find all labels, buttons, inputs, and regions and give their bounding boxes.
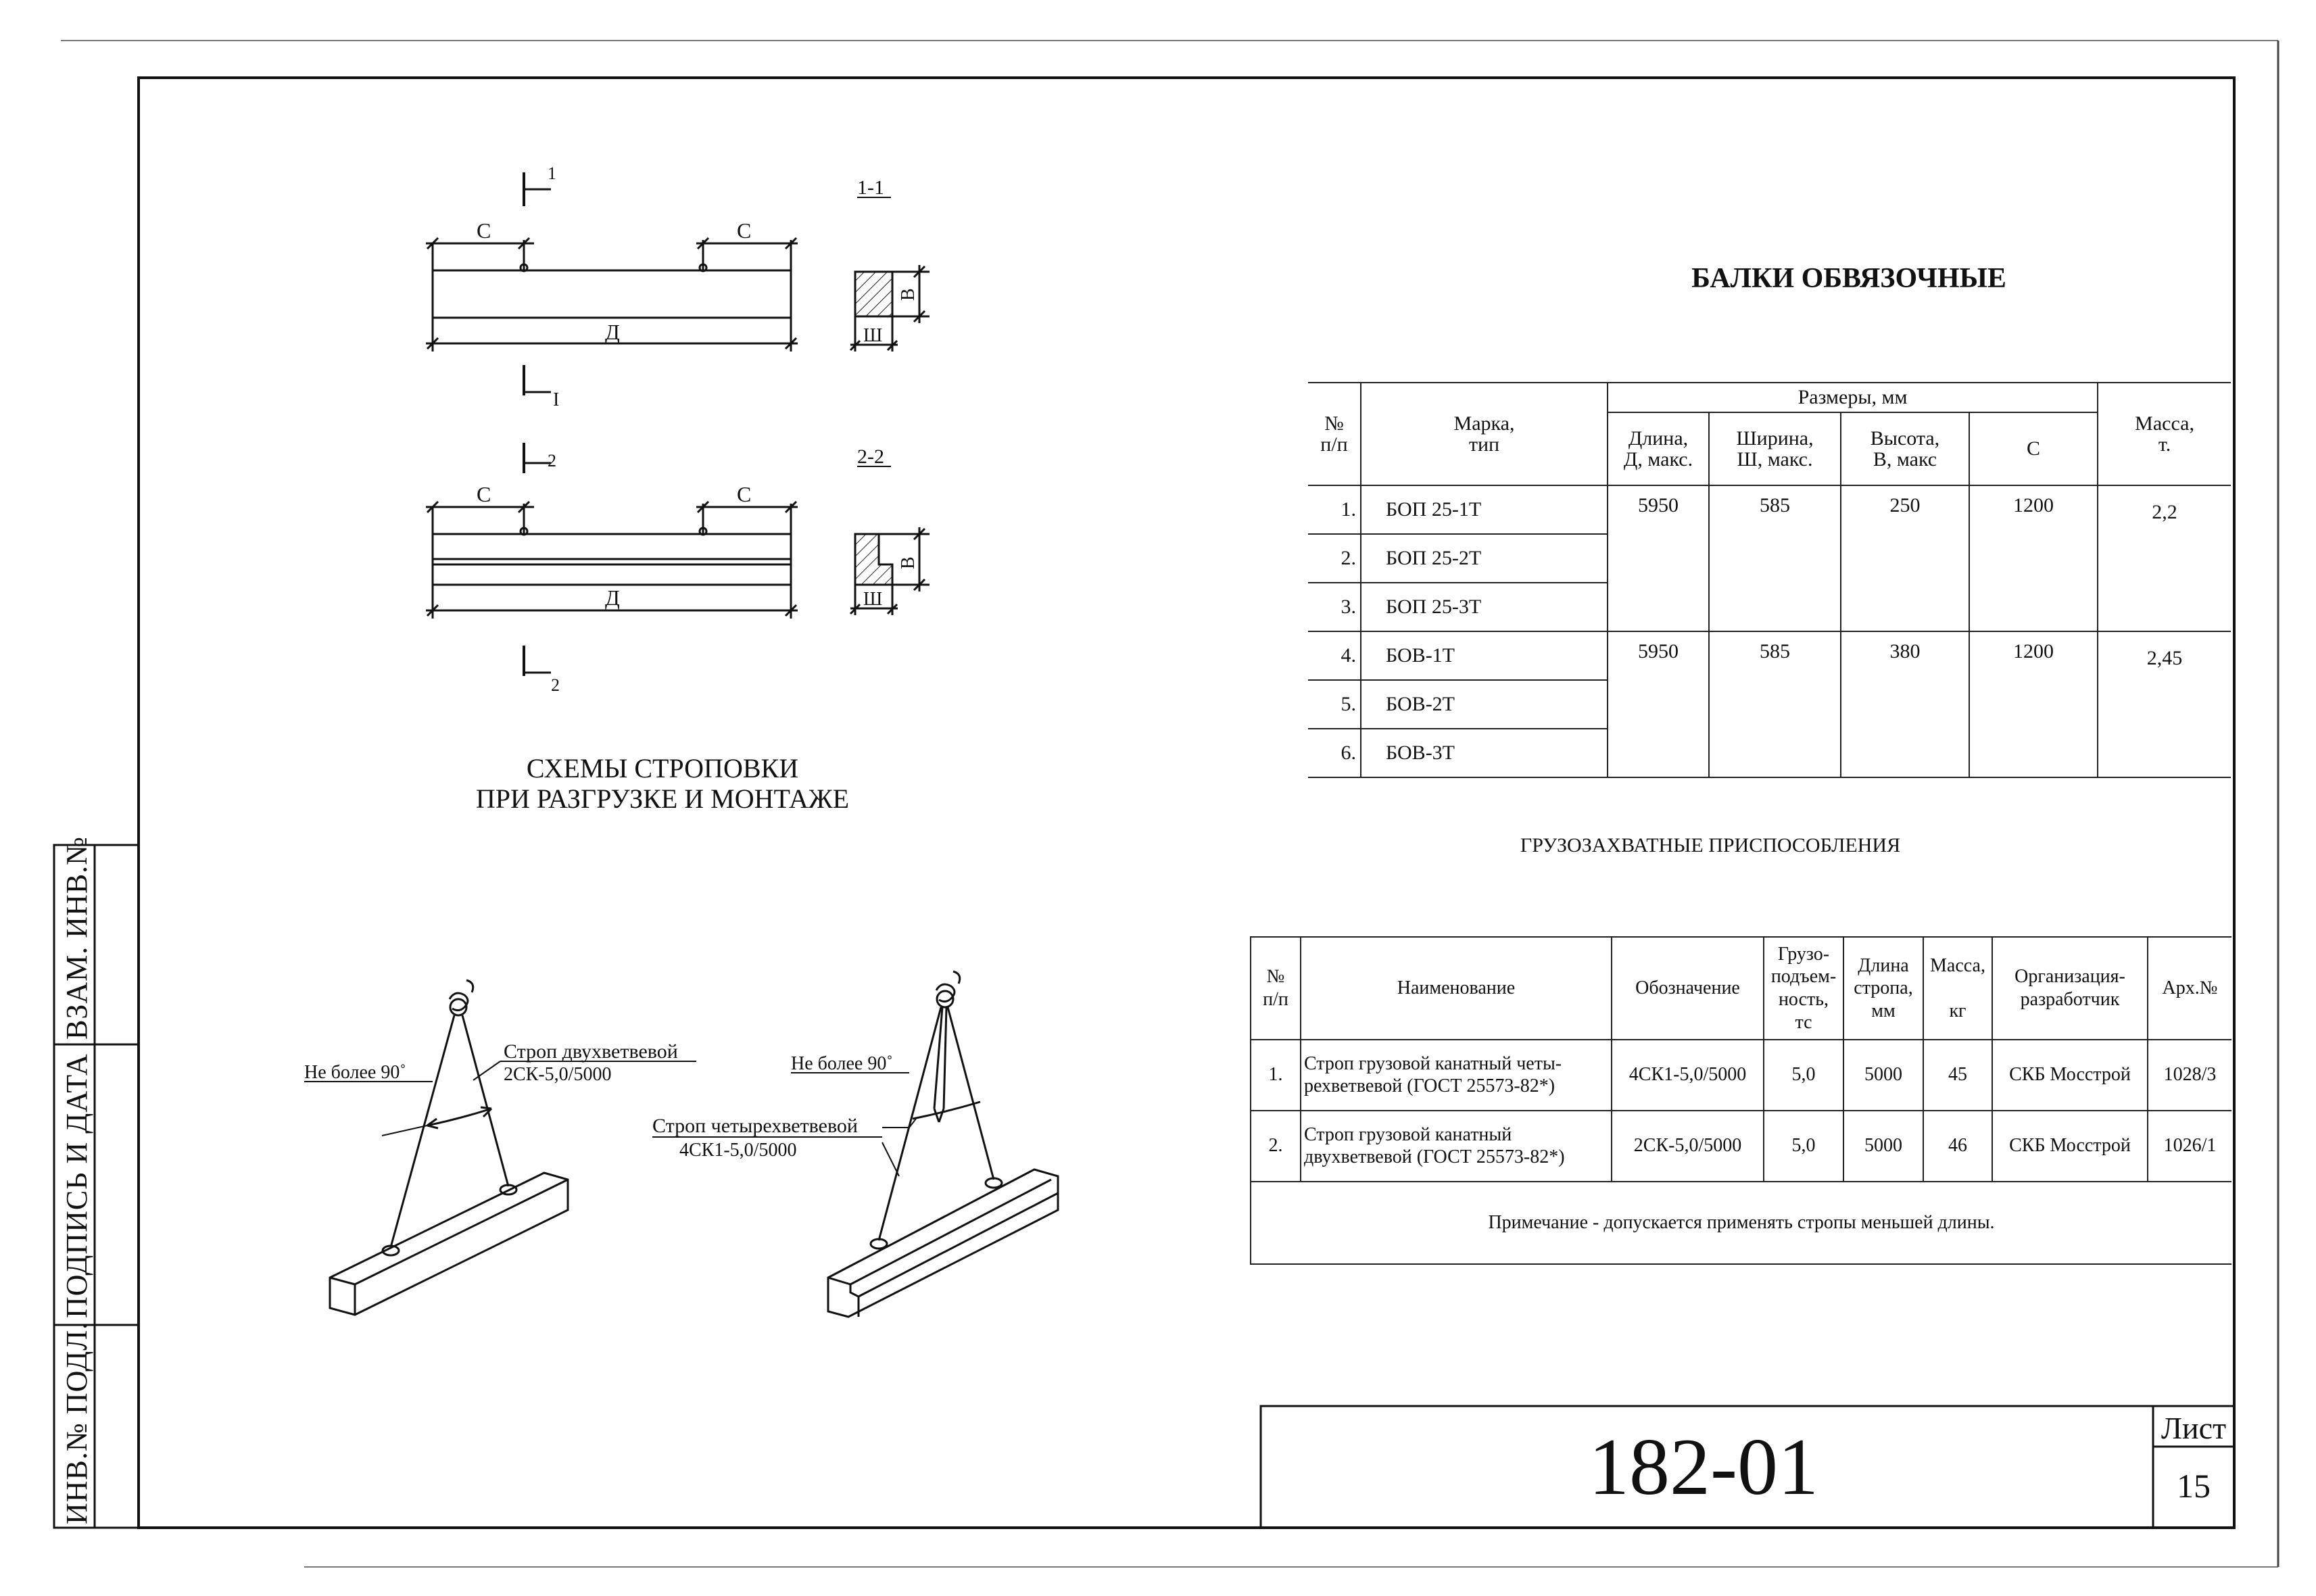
angle-label-2: Не более 90˚: [791, 1053, 893, 1074]
header-mark: Марка, тип: [1361, 383, 1608, 485]
table-row: 1. Строп грузовой канатный четы- рехветвевой (ГОСТ 25573-82*) 4СК1-5,0/5000 5,0 5000 45 СКБ Мосстрой 1028/3: [1251, 1040, 2231, 1111]
table-row: 3. БОП 25-3Т: [1308, 583, 2231, 631]
beam-elevation-2: [426, 443, 798, 676]
four-leg-label-line2: 4СК1-5,0/5000: [679, 1140, 797, 1161]
section-mark-1-top: 1: [548, 164, 556, 183]
gear-header-num: № п/п: [1251, 937, 1301, 1040]
header-mass: Масса, т.: [2098, 383, 2231, 485]
header-height: Высота, В, макс: [1841, 412, 1969, 485]
section-title-2-2: 2-2: [857, 445, 884, 468]
table-row: 4. БОВ-1Т 5950 585 380 1200 2,45: [1308, 631, 2231, 680]
dim-sh-2: Ш: [863, 589, 883, 610]
gear-header-designation: Обозначение: [1612, 937, 1764, 1040]
gear-header-arch: Арх.№: [2148, 937, 2231, 1040]
header-c: С: [1969, 412, 2098, 485]
scheme-caption-line2: ПРИ РАЗГРУЗКЕ И МОНТАЖЕ: [475, 783, 850, 814]
angle-label-1: Не более 90˚: [304, 1062, 406, 1083]
dim-v-2: В: [898, 556, 919, 569]
page-title: БАЛКИ ОБВЯЗОЧНЫЕ: [1691, 263, 2006, 294]
sling-scheme-four-leg: [828, 971, 1058, 1317]
table-row: 1. БОП 25-1Т 5950 585 250 1200 2,2: [1308, 485, 2231, 534]
dim-c-right-1: С: [737, 218, 752, 243]
section-2-2: [850, 466, 930, 615]
dim-d-1: Д: [605, 320, 620, 344]
table-row: 5. БОВ-2Т: [1308, 680, 2231, 729]
gear-table: [1250, 936, 2231, 1265]
dim-sh-1: Ш: [863, 325, 883, 346]
section-mark-1-bottom: I: [553, 389, 560, 410]
section-mark-2-bottom: 2: [551, 675, 560, 695]
section-1-1: [850, 197, 930, 352]
side-label-sign-date: ПОДПИСЬ И ДАТА: [60, 1053, 93, 1318]
drawing-code: 182-01: [1589, 1422, 1818, 1512]
gear-header-length: Длина стропа, мм: [1843, 937, 1923, 1040]
gear-caption: ГРУЗОЗАХВАТНЫЕ ПРИСПОСОБЛЕНИЯ: [1520, 834, 1901, 856]
header-width: Ширина, Ш, макс.: [1709, 412, 1841, 485]
gear-header-mass: Масса, кг: [1923, 937, 1992, 1040]
sheet-number: 15: [2177, 1467, 2211, 1505]
header-num: № п/п: [1308, 383, 1361, 485]
side-label-inv-no: ИНВ.№ ПОДЛ.: [60, 1321, 93, 1524]
table-row: 2. Строп грузовой канатный двухветвевой (ГОСТ 25573-82*) 2СК-5,0/5000 5,0 5000 46 СКБ Мосстрой 1026/1: [1251, 1111, 2231, 1182]
beams-table: [1308, 382, 2231, 778]
two-leg-label-line1: Строп двухветвевой: [504, 1040, 678, 1063]
dim-v-1: В: [898, 288, 919, 301]
main-frame: [139, 78, 2234, 1528]
gear-header-name: Наименование: [1301, 937, 1612, 1040]
gear-header-org: Организация- разработчик: [1992, 937, 2148, 1040]
table-row: 2. БОП 25-2Т: [1308, 534, 2231, 583]
header-length: Длина, Д, макс.: [1608, 412, 1709, 485]
table-note-row: [1251, 1182, 2231, 1264]
sheet-label: Лист: [2161, 1411, 2227, 1445]
dim-d-2: Д: [605, 585, 620, 610]
sling-scheme-two-leg: [330, 980, 696, 1315]
table-note: Примечание - допускается применять стропы меньшей длины.: [1251, 1182, 2231, 1264]
beam-elevation-1: [426, 172, 798, 395]
gear-header-capacity: Грузо- подъем- ность, тс: [1764, 937, 1843, 1040]
table-row: 6. БОВ-3Т: [1308, 729, 2231, 777]
dim-c-left-1: С: [477, 218, 491, 243]
scheme-caption-line1: СХЕМЫ СТРОПОВКИ: [526, 753, 799, 783]
two-leg-label-line2: 2СК-5,0/5000: [504, 1064, 612, 1085]
side-label-vzam: ВЗАМ. ИНВ.№: [60, 836, 93, 1040]
header-dims: Размеры, мм: [1608, 383, 2098, 412]
four-leg-label-line1: Строп четырехветвевой: [652, 1115, 858, 1137]
dim-c-right-2: С: [737, 482, 752, 506]
section-title-1-1: 1-1: [857, 176, 884, 199]
section-mark-2-top: 2: [548, 451, 556, 470]
dim-c-left-2: С: [477, 482, 491, 506]
